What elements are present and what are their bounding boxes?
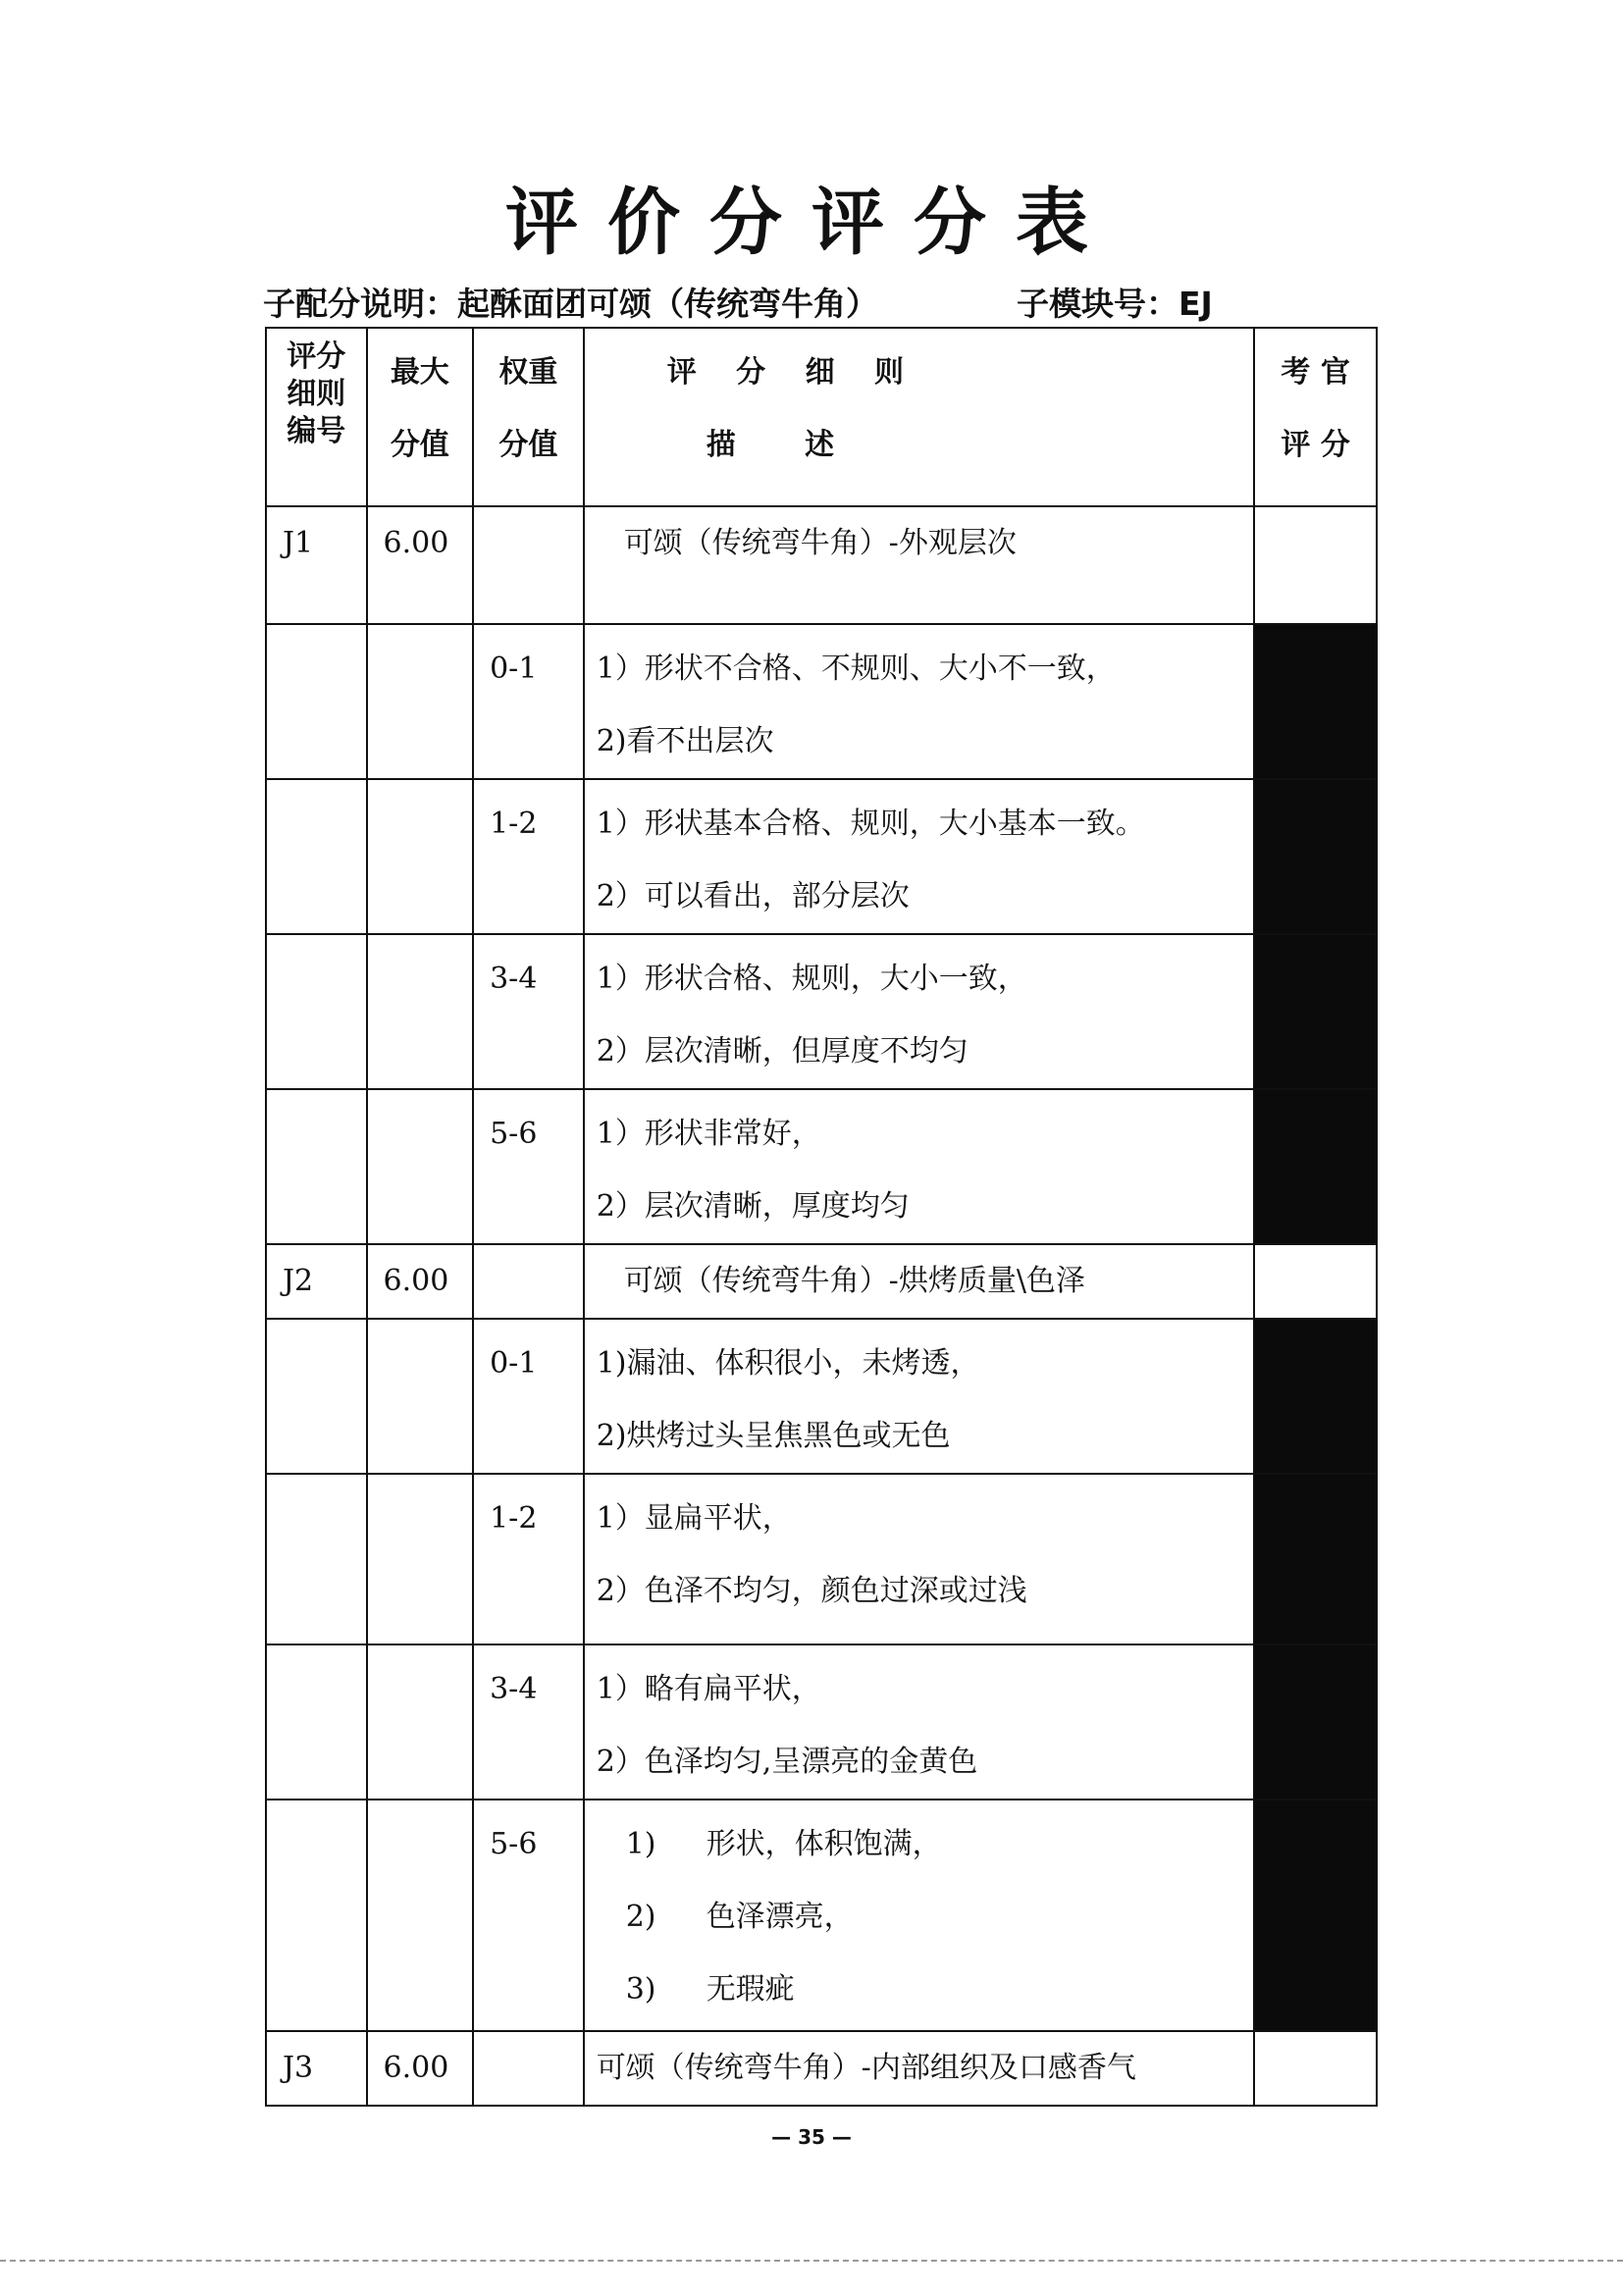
table-row [266,506,1377,624]
description-line: 2)看不出层次 [596,724,774,758]
page-number: — 35 — [771,2125,852,2149]
criterion-description [584,624,1255,779]
max-score: 6.00 [367,2031,474,2106]
table-row [266,934,1377,1089]
item-number: 1) [625,1827,656,1861]
blacked-out-cell [1254,779,1377,934]
description-line: 2）色泽不均匀，颜色过深或过浅 [596,1574,1027,1608]
criterion-description [584,1800,1255,2031]
sub-allocation-note: 子配分说明：起酥面团可颂（传统弯牛角） [263,285,878,323]
table-header-row [266,328,1377,506]
empty-cell [367,1800,474,2031]
item-text: 无瑕疵 [706,1972,795,2007]
table-row [266,1474,1377,1644]
page-title: 评价分评分表 [505,181,1118,265]
empty-cell [367,1644,474,1800]
table-row [266,2031,1377,2106]
description-line: 1）显扁平状， [596,1501,792,1536]
empty-cell [367,1089,474,1244]
weight-range: 5-6 [473,1800,584,2031]
table-row [266,624,1377,779]
header-text: 分值 [390,428,449,462]
description-line: 2）层次清晰，但厚度不均匀 [596,1034,969,1069]
header-weight-score [473,328,584,506]
empty-cell [266,1800,367,2031]
weight-cell [473,506,584,624]
blacked-out-cell [1254,1319,1377,1474]
description-line: 1）形状非常好， [596,1117,821,1151]
weight-range: 1-2 [473,1474,584,1644]
table-row [266,1319,1377,1474]
description-line: 2）色泽均匀,呈漂亮的金黄色 [596,1745,978,1779]
header-criterion-id [266,328,367,506]
criterion-description [584,1644,1255,1800]
criterion-title: 可颂（传统弯牛角）-外观层次 [584,506,1255,624]
weight-cell [473,1244,584,1319]
criterion-description [584,934,1255,1089]
header-text: 描 述 [706,428,835,462]
empty-cell [266,624,367,779]
weight-range: 0-1 [473,624,584,779]
header-text: 细则 [287,377,346,411]
description-line [597,1954,1254,2026]
blacked-out-cell [1254,1644,1377,1800]
empty-cell [367,1474,474,1644]
header-description [584,328,1255,506]
blacked-out-cell [1254,624,1377,779]
item-text: 形状，体积饱满， [706,1827,942,1861]
examiner-score-cell[interactable] [1254,1244,1377,1319]
header-text: 评 分 细 则 [666,355,905,390]
empty-cell [266,934,367,1089]
examiner-score-cell[interactable] [1254,2031,1377,2106]
scoring-table [265,327,1378,2107]
criterion-description [584,1474,1255,1644]
criterion-description [584,1319,1255,1474]
empty-cell [266,1644,367,1800]
table-row [266,1644,1377,1800]
empty-cell [367,779,474,934]
empty-cell [367,1319,474,1474]
description-line: 2）可以看出，部分层次 [596,879,910,913]
criterion-id: J1 [266,506,367,624]
weight-range: 3-4 [473,1644,584,1800]
item-text: 色泽漂亮， [706,1900,854,1934]
header-text: 评 分 [1281,428,1350,462]
item-number: 3) [625,1972,656,2007]
criterion-description [584,779,1255,934]
criterion-id: J2 [266,1244,367,1319]
description-line: 2）层次清晰，厚度均匀 [596,1189,910,1224]
weight-cell [473,2031,584,2106]
header-text: 考 官 [1281,355,1350,390]
weight-range: 3-4 [473,934,584,1089]
description-line [597,1881,1254,1954]
header-text: 评分 [287,339,346,374]
max-score: 6.00 [367,1244,474,1319]
weight-range: 1-2 [473,779,584,934]
empty-cell [367,934,474,1089]
header-text: 分值 [498,428,558,462]
table-row [266,1800,1377,2031]
empty-cell [266,1474,367,1644]
empty-cell [266,1089,367,1244]
blacked-out-cell [1254,1089,1377,1244]
max-score: 6.00 [367,506,474,624]
description-line [597,1808,1254,1881]
criterion-description [584,1089,1255,1244]
blacked-out-cell [1254,1800,1377,2031]
header-text: 权重 [498,355,558,390]
header-text: 编号 [287,414,346,448]
table-row [266,779,1377,934]
blacked-out-cell [1254,934,1377,1089]
sub-module-number: 子模块号：EJ [1017,285,1213,323]
description-line: 1）略有扁平状， [596,1672,821,1706]
header-max-score [367,328,474,506]
description-line: 1）形状不合格、不规则、大小不一致， [596,652,1116,686]
examiner-score-cell[interactable] [1254,506,1377,624]
header-text: 最大 [390,355,449,390]
empty-cell [367,624,474,779]
table-row [266,1089,1377,1244]
page-bottom-rule [0,2260,1623,2262]
description-line: 1）形状合格、规则，大小一致， [596,962,1027,996]
criterion-title: 可颂（传统弯牛角）-烘烤质量\色泽 [584,1244,1255,1319]
weight-range: 5-6 [473,1089,584,1244]
criterion-id: J3 [266,2031,367,2106]
blacked-out-cell [1254,1474,1377,1644]
description-line: 1）形状基本合格、规则，大小基本一致。 [596,807,1145,841]
item-number: 2) [625,1900,656,1934]
weight-range: 0-1 [473,1319,584,1474]
criterion-title: 可颂（传统弯牛角）-内部组织及口感香气 [584,2031,1255,2106]
description-line: 1)漏油、体积很小，未烤透， [596,1346,980,1381]
empty-cell [266,1319,367,1474]
description-line: 2)烘烤过头呈焦黑色或无色 [596,1419,951,1453]
empty-cell [266,779,367,934]
header-examiner-score [1254,328,1377,506]
table-row [266,1244,1377,1319]
